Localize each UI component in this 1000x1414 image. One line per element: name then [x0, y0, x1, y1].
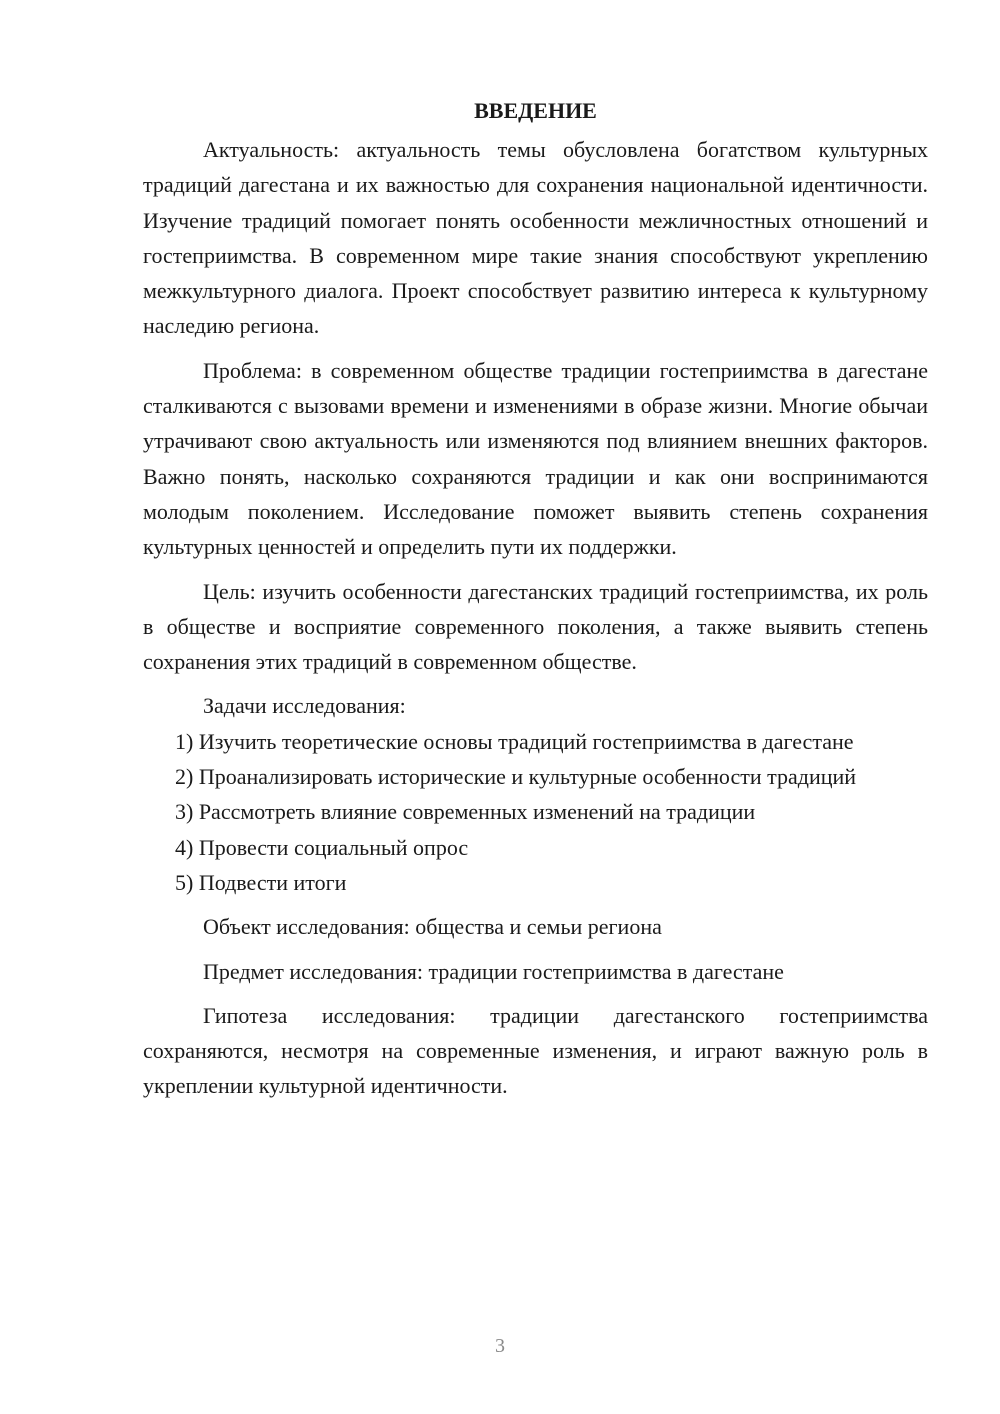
object-paragraph: Объект исследования: общества и семьи региона	[203, 914, 662, 940]
problem-paragraph: Проблема: в современном обществе традиции гостеприимства в дагестане сталкиваются с вызовами времени и изменениями в образе жизни. Многие обычаи утрачивают свою актуальность или изменяются под влиянием внешних факторов. Важно понять, насколько сохраняются традиции и как они воспринимаются молодым поколением. Исследование поможет выявить степень сохранения культурных ценностей и определить пути их поддержки.	[143, 357, 928, 560]
goal-paragraph: Цель: изучить особенности дагестанских традиций гостеприимства, их роль в обществе и восприятие современного поколения, а также выявить степень сохранения этих традиций в современном обществе.	[143, 578, 928, 675]
task-item-3: 3) Рассмотреть влияние современных изменений на традиции	[175, 799, 756, 825]
subject-paragraph: Предмет исследования: традиции гостеприимства в дагестане	[203, 958, 784, 984]
task-item-4: 4) Провести социальный опрос	[175, 834, 469, 860]
page-number: 3	[495, 1335, 505, 1357]
relevance-paragraph: Актуальность: актуальность темы обусловлена богатством культурных традиций дагестана и их важностью для сохранения национальной идентичности. Изучение традиций помогает понять особенности межличностных отношений и гостеприимства. В современном мире такие знания способствуют укреплению межкультурного диалога. Проект способствует развитию интереса к культурному наследию региона.	[143, 137, 928, 339]
document-page	[143, 96, 928, 1104]
tasks-heading: Задачи исследования:	[203, 693, 406, 719]
task-item-5: 5) Подвести итоги	[175, 869, 347, 895]
task-item-2: 2) Проанализировать исторические и культурные особенности традиций	[175, 764, 857, 790]
page-title: ВВЕДЕНИЕ	[474, 98, 597, 123]
hypothesis-paragraph: Гипотеза исследования: традиции дагестанского гостеприимства сохраняются, несмотря на современные изменения, и играют важную роль в укреплении культурной идентичности.	[143, 1002, 928, 1099]
task-item-1: 1) Изучить теоретические основы традиций гостеприимства в дагестане	[175, 728, 854, 754]
